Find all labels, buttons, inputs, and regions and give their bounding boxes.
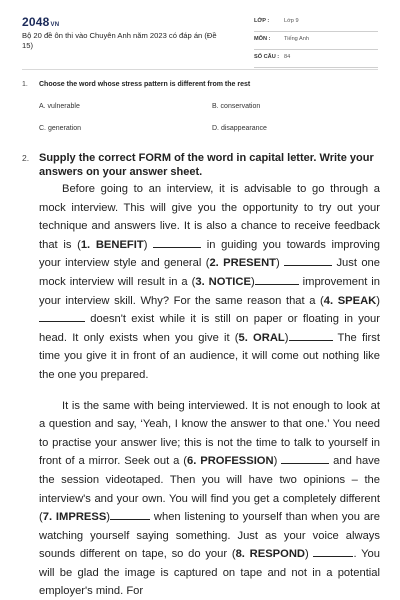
answer-blank-6[interactable] (281, 454, 329, 464)
option-b[interactable]: B. conservation (212, 103, 261, 110)
keyword-present: 2. PRESENT (209, 257, 276, 270)
passage-text: doesn't exist while it is still on paper or floating in your head. It only exists when you give it ( (39, 313, 380, 344)
meta-row-subject (254, 32, 378, 50)
meta-value: 84 (284, 54, 291, 60)
meta-value: Tiếng Anh (284, 36, 309, 42)
question-prompt: Supply the correct FORM of the word in capital letter. Write your answers on your answer sheet. (39, 152, 374, 178)
passage-text: ) (273, 455, 282, 468)
passage-text: ) (276, 257, 285, 270)
passage-text: ) (250, 275, 255, 288)
question-prompt: Choose the word whose stress pattern is different from the rest (39, 81, 251, 88)
passage-text: in guiding you towards improving your interview style and general ( (39, 238, 380, 270)
meta-key: LỚP : (254, 18, 270, 24)
keyword-respond: 8. RESPOND (235, 548, 305, 561)
answer-blank-5[interactable] (289, 331, 333, 341)
header-divider (22, 69, 378, 70)
keyword-benefit: 1. BENEFIT (80, 238, 144, 251)
passage-text: ) (106, 511, 111, 524)
meta-row-count (254, 50, 378, 68)
answer-blank-1[interactable] (153, 238, 201, 248)
meta-key: MÔN : (254, 36, 271, 42)
site-logo[interactable] (22, 15, 59, 29)
keyword-impress: 7. IMPRESS (42, 511, 107, 524)
keyword-notice: 3. NOTICE (195, 275, 251, 288)
passage-text: . You will be glad the image is captured on tape and not in a potential employer's mind. For (39, 548, 380, 598)
meta-row-class (254, 14, 378, 32)
page-header (0, 0, 400, 68)
answer-blank-7[interactable] (110, 510, 150, 520)
passage-paragraph (39, 180, 380, 385)
document-title: Bộ 20 đề ôn thi vào Chuyên Anh năm 2023 có đáp án (Đề 15) (22, 31, 217, 50)
question-number: 1. (22, 81, 28, 88)
passage-text: ) (304, 548, 314, 561)
answer-blank-3[interactable] (255, 275, 299, 285)
answer-blank-4[interactable] (39, 312, 85, 322)
option-c[interactable]: C. generation (39, 125, 82, 132)
passage-text: It is the same with being interviewed. It is not enough to look at a question and say, ‘Yeah, I know the answer to that one.’ You need to practise your answer live; this is not the time to talk to yourself in front of a mirror. Seek out a ( (39, 399, 380, 468)
logo-suffix: VN (50, 22, 60, 28)
passage-text: when listening to yourself than when you are watching yourself saying something. Just as your voice always sounds different on tape, so do your ( (39, 511, 381, 561)
passage-text: Just one mock interview will result in a ( (39, 257, 381, 288)
question-number: 2. (22, 153, 30, 163)
reading-passage (39, 180, 380, 600)
keyword-profession: 6. PROFESSION (187, 455, 274, 468)
meta-value: Lớp 9 (284, 18, 299, 24)
passage-paragraph (39, 397, 380, 600)
answer-blank-8[interactable] (313, 547, 353, 557)
answer-blank-2[interactable] (284, 256, 332, 266)
option-d[interactable]: D. disappearance (212, 125, 267, 132)
passage-text: ) (376, 294, 380, 307)
passage-text: The first time you give it in front of an audience, it will come out nothing like the one you prepared. (39, 331, 380, 381)
passage-text: ) (284, 331, 289, 344)
passage-text: improvement in your interview skill. Why? For the same reason that a ( (39, 275, 381, 307)
passage-text: Before going to an interview, it is advisable to go through a mock interview. This will give you the opportunity to try out your technique and answers live. It is also a chance to receive feedback that is ( (39, 183, 380, 251)
keyword-speak: 4. SPEAK (323, 294, 377, 307)
passage-text: and have the session videotaped. Then you will have two opinions – the interview's and your own. You will find you get a completely different ( (39, 455, 380, 524)
meta-key: SỐ CÂU : (254, 54, 280, 60)
option-a[interactable]: A. vulnerable (39, 103, 80, 110)
keyword-oral: 5. ORAL (238, 331, 285, 344)
meta-table (254, 14, 378, 68)
logo-text: 2048 (22, 15, 50, 29)
passage-text: ) (143, 238, 154, 251)
